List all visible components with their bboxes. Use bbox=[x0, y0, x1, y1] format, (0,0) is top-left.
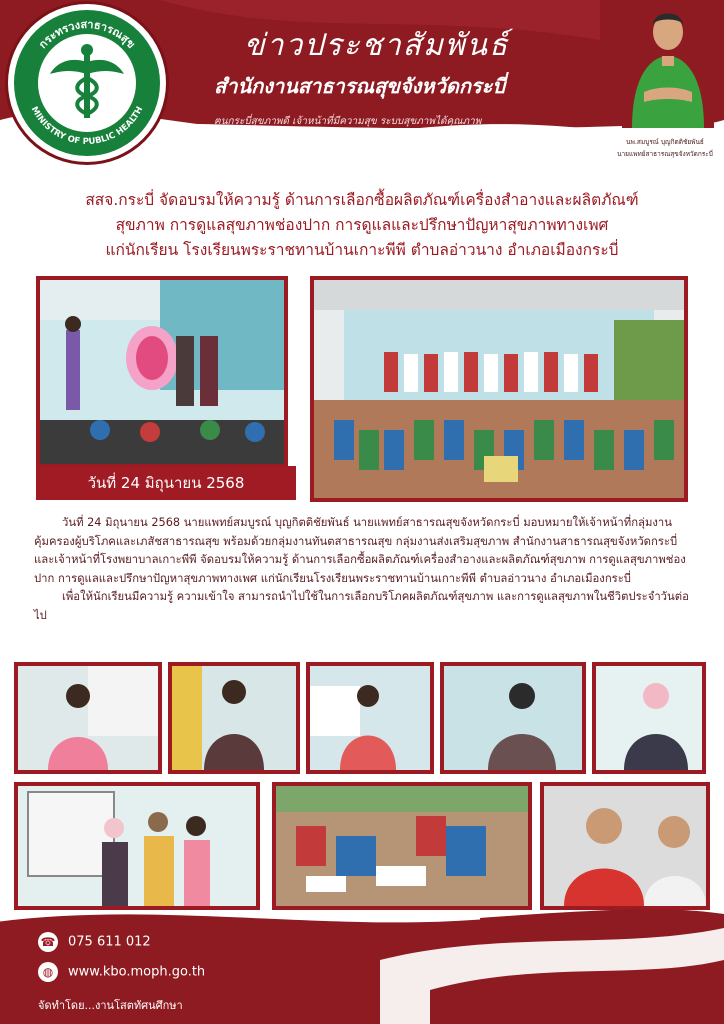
headline bbox=[40, 188, 684, 263]
article-body bbox=[34, 514, 694, 626]
photo-students-closeup bbox=[540, 782, 710, 910]
article-paragraph-1: วันที่ 24 มิถุนายน 2568 นายแพทย์สมบูรณ์ บุญกิตติชัยพันธ์ นายแพทย์สาธารณสุขจังหวัดกระบี่ มอบหมายให้เจ้าหน้าที่กลุ่มงานคุ้มครองผู้บริโภคและเภสัชสาธารณสุข พร้อมด้วยกลุ่มงานทันตสาธารณสุข กลุ่มงานส่งเสริมสุขภาพ สำนักงานสาธารณสุขจังหวัดกระบี่ และเจ้าหน้าที่โรงพยาบาลเกาะพีพี จัดอบรมให้ความรู้ ด้านการเลือกซื้อผลิตภัณฑ์เครื่องสำอางและผลิตภัณฑ์สุขภาพ การดูแลสุขภาพช่องปาก การดูแลและปรึกษาปัญหาสุขภาพทางเพศ แก่นักเรียนโรงเรียนพระราชทานบ้านเกาะพีพี ตำบลอ่าวนาง อำเภอเมืองกระบี่ bbox=[34, 516, 686, 585]
headline-line-3: แก่นักเรียน โรงเรียนพระราชทานบ้านเกาะพีพี ตำบลอ่าวนาง อำเภอเมืองกระบี่ bbox=[105, 241, 619, 259]
photo-speaker-1 bbox=[14, 662, 162, 774]
photo-speaker-4 bbox=[440, 662, 586, 774]
header-tagline: ฅนกระบี่สุขภาพดี เจ้าหน้าที่มีความสุข ระบบสุขภาพได้คุณภาพ bbox=[214, 116, 482, 127]
phone-icon: ☎ bbox=[38, 932, 58, 952]
footer-website bbox=[38, 962, 205, 982]
photo-speaker-5 bbox=[592, 662, 706, 774]
logo-text-bottom: MINISTRY OF PUBLIC HEALTH bbox=[28, 105, 146, 148]
footer-credit: จัดทำโดย...งานโสตทัศนศึกษา bbox=[38, 999, 183, 1012]
photo-students-writing bbox=[272, 782, 532, 910]
logo-text-top: กระทรวงสาธารณสุข bbox=[36, 17, 138, 52]
headline-line-2: สุขภาพ การดูแลสุขภาพช่องปาก การดูแลและปรึกษาปัญหาสุขภาพทางเพศ bbox=[115, 216, 609, 234]
header-subtitle: สำนักงานสาธารณสุขจังหวัดกระบี่ bbox=[214, 74, 506, 98]
director-portrait bbox=[622, 4, 714, 128]
headline-line-1: สสจ.กระบี่ จัดอบรมให้ความรู้ ด้านการเลือกซื้อผลิตภัณฑ์เครื่องสำอางและผลิตภัณฑ์ bbox=[85, 191, 639, 209]
director-name: นพ.สมบูรณ์ บุญกิตติชัยพันธ์ bbox=[626, 138, 704, 146]
article-paragraph-2: เพื่อให้นักเรียนมีความรู้ ความเข้าใจ สามารถนำไปใช้ในการเลือกบริโภคผลิตภัณฑ์สุขภาพ และการดูแลสุขภาพในชีวิตประจำวันต่อไป bbox=[34, 590, 689, 622]
footer-phone-text: 075 611 012 bbox=[68, 934, 151, 950]
photo-presentation bbox=[14, 782, 260, 910]
director-role: นายแพทย์สาธารณสุขจังหวัดกระบี่ bbox=[617, 150, 713, 158]
photo-speaker-2 bbox=[168, 662, 300, 774]
header-title: ข่าวประชาสัมพันธ์ bbox=[244, 28, 510, 63]
caduceus-icon bbox=[38, 34, 136, 132]
photo-speaker-3 bbox=[306, 662, 434, 774]
footer-phone bbox=[38, 932, 151, 952]
photo-dental-demo bbox=[36, 276, 288, 468]
ministry-logo bbox=[8, 4, 166, 162]
globe-icon: ◍ bbox=[38, 962, 58, 982]
footer-website-text[interactable]: www.kbo.moph.go.th bbox=[68, 964, 206, 980]
date-banner: วันที่ 24 มิถุนายน 2568 bbox=[36, 466, 296, 500]
photo-group bbox=[310, 276, 688, 502]
